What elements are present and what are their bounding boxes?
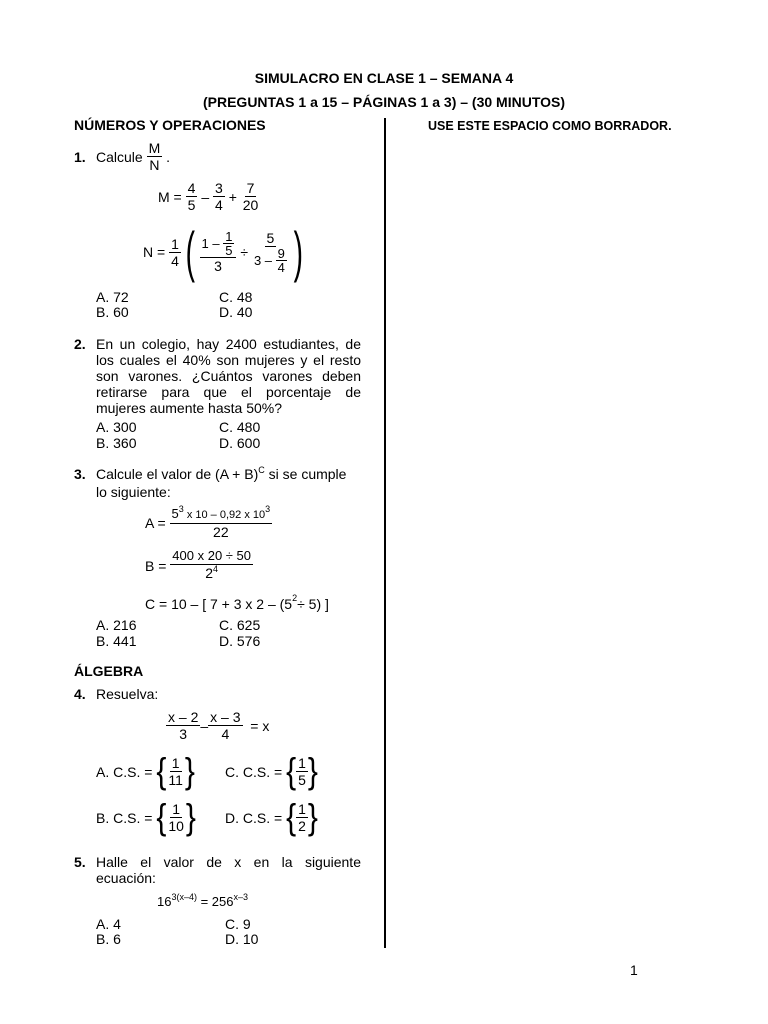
q4-option-c[interactable] <box>225 751 318 791</box>
q4-opt-d-lbrace: { <box>286 797 297 837</box>
q3-text-a: Calcule el valor de (A + B) <box>96 466 259 482</box>
q4-opt-d-rbrace: } <box>307 797 318 837</box>
q3-A-frac <box>170 506 273 540</box>
q4-opt-b-frac <box>166 801 186 834</box>
q2-option-a[interactable]: A. 300 <box>96 419 137 435</box>
q3-B-den-exp: 4 <box>213 564 219 574</box>
q1-M-equation <box>158 180 260 213</box>
q1-M-frac-c <box>241 180 261 213</box>
q1-number: 1. <box>74 148 86 165</box>
q4-frac-1 <box>166 709 200 742</box>
q1-N-inner-frac-2 <box>252 230 289 274</box>
q4-opt-a-rbrace: } <box>184 751 195 791</box>
q3-A-num-a: 5 <box>171 506 179 521</box>
q1-N-in2-bot: 3 – <box>253 252 273 268</box>
q1-M-plus: + <box>228 188 237 205</box>
q4-f1-num: x – 2 <box>168 709 199 725</box>
q1-fraction <box>147 140 163 173</box>
q3-A-den: 22 <box>213 524 229 540</box>
q3-C-equation <box>145 593 329 612</box>
q4-opt-d-num: 1 <box>298 801 306 817</box>
q1-N-left-paren: ( <box>185 220 195 283</box>
q1-N-q-num: 1 <box>171 235 179 252</box>
q1-M-a-num: 4 <box>187 180 196 196</box>
q1-M-c-num: 7 <box>246 180 255 196</box>
q3-C-b: ÷ 5) ] <box>297 596 329 612</box>
q1-M-minus: – <box>201 188 210 205</box>
q1-N-in1-fn: 1 <box>225 229 233 244</box>
q4-eq: = x <box>250 717 270 734</box>
q4-opt-c-rbrace: } <box>307 751 318 791</box>
q4-opt-a-frac <box>166 755 185 788</box>
q1-N-label: N = <box>143 244 166 260</box>
q5-eq-b-exp: x–3 <box>233 892 249 902</box>
scratch-note: USE ESTE ESPACIO COMO BORRADOR. <box>428 119 672 133</box>
q1-N-in1-fd: 5 <box>225 243 233 258</box>
q1-M-label: M = <box>158 188 182 205</box>
q5-number: 5. <box>74 854 86 870</box>
q4-opt-c-label: C. C.S. = <box>225 763 283 780</box>
q1-M-frac-a <box>186 180 198 213</box>
q4-opt-a-den: 11 <box>168 772 183 788</box>
q4-number: 4. <box>74 686 86 702</box>
q3-B-label: B = <box>145 557 167 574</box>
q4-option-b[interactable] <box>96 797 196 837</box>
q3-text-b: si se cumple lo siguiente: <box>96 466 347 500</box>
q1-N-in2-fn: 9 <box>277 246 285 261</box>
q3-number: 3. <box>74 466 86 482</box>
q3-text <box>96 466 361 500</box>
q4-opt-d-den: 2 <box>298 818 306 834</box>
q5-eq-a: 16 <box>157 894 172 909</box>
q5-equation <box>157 894 248 909</box>
q1-option-b[interactable]: B. 60 <box>96 304 129 320</box>
q4-opt-c-lbrace: { <box>286 751 297 791</box>
page-number: 1 <box>630 962 638 978</box>
q1-frac-den: N <box>149 157 160 173</box>
q1-N-equation <box>143 222 308 282</box>
section-numeros: NÚMEROS Y OPERACIONES <box>74 117 266 133</box>
q5-option-c[interactable]: C. 9 <box>225 916 251 932</box>
q4-opt-c-frac <box>296 755 308 788</box>
q1-option-a[interactable]: A. 72 <box>96 289 129 305</box>
q3-C-a: C = 10 – [ 7 + 3 x 2 – (5 <box>145 596 293 612</box>
q4-option-d[interactable] <box>225 797 318 837</box>
q1-N-in2-fd: 4 <box>277 260 285 275</box>
q4-opt-b-den: 10 <box>168 818 184 834</box>
q4-f2-num: x – 3 <box>210 709 241 725</box>
q1-M-c-den: 20 <box>242 197 259 213</box>
q3-option-d[interactable]: D. 576 <box>219 633 261 649</box>
q3-option-c[interactable]: C. 625 <box>219 617 261 633</box>
q4-opt-a-label: A. C.S. = <box>96 763 153 780</box>
q1-N-q-den: 4 <box>171 252 179 269</box>
q4-opt-c-den: 5 <box>298 772 306 788</box>
q1-M-frac-b <box>213 180 225 213</box>
q4-opt-b-num: 1 <box>172 801 181 817</box>
q3-A-num-b-exp: 3 <box>265 504 271 514</box>
q2-option-b[interactable]: B. 360 <box>96 435 137 451</box>
q3-option-b[interactable]: B. 441 <box>96 633 137 649</box>
q3-B-num: 400 x 20 ÷ 50 <box>172 548 251 563</box>
q4-f1-den: 3 <box>179 726 188 742</box>
q2-option-c[interactable]: C. 480 <box>219 419 261 435</box>
exam-title: SIMULACRO EN CLASE 1 – SEMANA 4 <box>254 70 514 86</box>
q4-opt-a-lbrace: { <box>156 751 167 791</box>
q5-option-a[interactable]: A. 4 <box>96 916 121 932</box>
q4-equation <box>166 709 269 742</box>
q3-B-equation <box>145 548 253 583</box>
q5-option-d[interactable]: D. 10 <box>225 931 259 947</box>
q4-opt-b-lbrace: { <box>156 797 167 837</box>
q5-text: Halle el valor de x en la siguiente ecuación: <box>96 854 361 886</box>
q1-N-in2-top: 5 <box>266 230 275 246</box>
q1-option-d[interactable]: D. 40 <box>219 304 253 320</box>
q5-eq-b: = 256 <box>196 894 234 909</box>
q3-C-exp: 2 <box>292 593 298 603</box>
q4-opt-b-label: B. C.S. = <box>96 809 153 826</box>
q4-opt-d-label: D. C.S. = <box>225 809 283 826</box>
q4-minus: – <box>200 717 209 734</box>
q1-M-a-den: 5 <box>187 197 196 213</box>
q1-option-c[interactable]: C. 48 <box>219 289 253 305</box>
q4-opt-c-num: 1 <box>298 755 306 771</box>
q4-statement <box>74 686 158 702</box>
q5-eq-a-exp: 3(x–4) <box>171 892 197 902</box>
section-algebra: ÁLGEBRA <box>74 663 144 679</box>
q1-N-div: ÷ <box>240 244 249 260</box>
q1-text: Calcule <box>96 148 143 165</box>
q4-text: Resuelva: <box>96 686 159 702</box>
q1-N-right-paren: ) <box>293 220 303 283</box>
q3-option-a[interactable]: A. 216 <box>96 617 137 633</box>
q3-text-sup: C <box>258 465 265 475</box>
q4-frac-2 <box>208 709 242 742</box>
q4-opt-a-num: 1 <box>171 755 180 771</box>
q1-frac-num: M <box>148 140 161 156</box>
q1-statement: 1. Calcule $\frac{M}{N}$ . <box>74 140 171 173</box>
q4-f2-den: 4 <box>221 726 230 742</box>
q2-number: 2. <box>74 336 86 352</box>
q4-opt-b-rbrace: } <box>185 797 196 837</box>
q1-N-in1-bot: 3 <box>214 258 222 274</box>
q2-option-d[interactable]: D. 600 <box>219 435 261 451</box>
q4-option-a[interactable] <box>96 751 195 791</box>
q4-opt-d-frac <box>296 801 308 834</box>
q5-option-b[interactable]: B. 6 <box>96 931 121 947</box>
q3-A-label: A = <box>145 515 166 531</box>
q3-B-den: 2 <box>205 565 214 581</box>
column-divider <box>384 118 386 948</box>
q1-M-b-den: 4 <box>215 197 223 213</box>
exam-subtitle: (PREGUNTAS 1 a 15 – PÁGINAS 1 a 3) – (30 MINUTOS) <box>202 94 566 110</box>
q3-A-num-b: x 10 – 0,92 x 10 <box>183 509 266 521</box>
q1-N-quarter <box>169 236 181 269</box>
q3-B-frac <box>170 548 253 583</box>
q2-text: En un colegio, hay 2400 estudiantes, de los cuales el 40% son mujeres y el resto son varones. ¿Cuántos varones deben retirarse para que el porcentaje de mujeres aumente hasta 50%? <box>96 336 361 416</box>
q1-M-b-num: 3 <box>215 180 223 196</box>
q1-N-inner-frac-1 <box>200 230 237 274</box>
q3-A-num-a-exp: 3 <box>178 504 184 514</box>
q3-A-equation <box>145 506 272 540</box>
q1-N-in1-top: 1 – <box>201 235 220 251</box>
